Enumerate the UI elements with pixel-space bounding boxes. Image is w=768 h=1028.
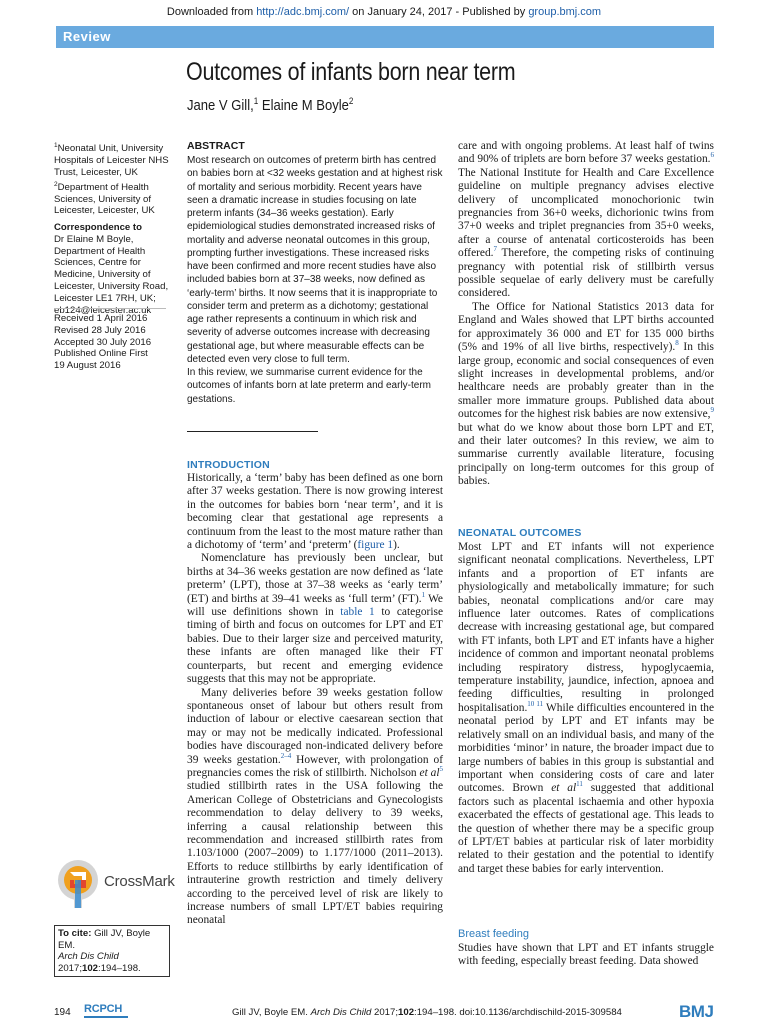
- page-footer: [0, 1002, 768, 1024]
- body-paragraph: [187, 552, 443, 686]
- abstract-body: [187, 154, 443, 406]
- rcpch-logo-text: RCPCH: [84, 1003, 123, 1015]
- date-received: Received 1 April 2016: [54, 313, 148, 324]
- reference-marker[interactable]: 8: [675, 339, 679, 348]
- author-list: [187, 96, 353, 114]
- cite-volume: 102: [82, 962, 99, 974]
- figure-1-link[interactable]: figure 1: [357, 539, 394, 552]
- right-column-continuation: [458, 140, 714, 489]
- affiliation-text: Department of Health Sciences, University of Leicester, Leicester, UK: [54, 181, 155, 217]
- et-al: et al: [551, 782, 577, 795]
- footer-citation: [232, 1007, 622, 1018]
- page-number: 194: [54, 1007, 71, 1018]
- affiliation-item: [54, 179, 170, 218]
- cite-journal: Arch Dis Child: [58, 951, 119, 962]
- download-middle: on January 24, 2017 - Published by: [349, 6, 529, 18]
- text-run: 2017;: [371, 1007, 399, 1018]
- sidebar-divider: [54, 308, 166, 309]
- body-paragraph: [458, 541, 714, 876]
- abstract-heading: ABSTRACT: [187, 140, 245, 152]
- reference-marker[interactable]: 10 11: [527, 700, 544, 709]
- article-title: Outcomes of infants born near term: [186, 58, 516, 86]
- neonatal-outcomes-heading: NEONATAL OUTCOMES: [458, 527, 582, 539]
- text-run: :194–198. doi:10.1136/archdischild-2015-309584: [414, 1007, 622, 1018]
- article-dates: [54, 313, 170, 372]
- breast-feeding-body: [458, 942, 714, 969]
- text-run: The Office for National Statistics 2013 data for England and Wales showed that LPT births accounted for approximately 36 000 and ET for 135 000 births (5% and 19% of all live births, respectively).: [458, 300, 714, 354]
- reference-marker[interactable]: 1: [421, 590, 426, 599]
- bmj-logo: BMJ: [679, 1002, 714, 1021]
- affiliation-number: 2: [54, 180, 58, 188]
- reference-marker[interactable]: 2–4: [280, 751, 292, 760]
- et-al: et al: [419, 766, 440, 779]
- correspondence-text: Dr Elaine M Boyle, Department of Health Sciences, Centre for Medicine, University of Leicester, University Road, Leicester LE1 7RH, UK; eb124@leicester.ac.uk: [54, 233, 169, 316]
- download-prefix: Downloaded from: [166, 6, 257, 18]
- cite-pages: :194–198.: [98, 962, 141, 974]
- citation-box: [54, 925, 170, 977]
- text-run: but what do we know about those born LPT and ET, and their later outcomes? In this review, we aim to summarise currently available literature, focusing principally on long-term outcomes for this group of babies.: [458, 421, 714, 488]
- text-run: However, with prolongation of pregnancies comes the risk of stillbirth. Nicholson: [187, 753, 443, 779]
- reference-marker[interactable]: 5: [439, 765, 443, 774]
- crossmark-icon: [56, 858, 100, 910]
- rcpch-logo: [84, 1003, 128, 1028]
- abstract-paragraph: Most research on outcomes of preterm birth has centred on babies born at <32 weeks gestation and at highest risk of mortality and serious morbidity. Recent years have seen a dramatic increase in studies focusing on late preterm infants (34–36 weeks gestation). Early epidemiological studies demonstrated increased risks of mortality and adverse neonatal outcomes in this group, prompting further investigations. These increased risks have been confirmed and more recent studies have also included babies born at 37–38 weeks, now defined as ‘early-term’ births. It now seems that it is inappropriate to consider term and preterm as a dichotomy; gestational age rather represents a continuum in which risk and severity of adverse outcomes increase with decreasing gestational age, but where measurable effects can be detected even very close to full term.: [187, 155, 443, 365]
- footer-volume: 102: [398, 1007, 415, 1018]
- text-run: Many deliveries before 39 weeks gestation follow spontaneous onset of labour but others result from induction of labour or elective caesarean section that may or may not be medically indicated. Professional bodies have discouraged non-indicated delivery before 39 weeks gestation.: [187, 686, 443, 766]
- reference-marker[interactable]: 11: [576, 780, 583, 789]
- reference-marker[interactable]: 9: [710, 406, 714, 415]
- cite-authors: Gill JV, Boyle EM.: [58, 928, 151, 951]
- cite-label: To cite:: [58, 928, 92, 939]
- text-run: Therefore, the competing risks of continuing pregnancy with potential risk of stillbirth versus possible sequelae of early delivery must be carefully considered.: [458, 247, 714, 300]
- text-run: studied stillbirth rates in the USA following the American College of Obstetricians and Gynecologists recommendation to delay delivery to 39 weeks, inferring a causal relationship between this recommendation and increased stillbirth rates from 1.103/1000 (2007–2009) to 1.177/1000 (2011–2013). Efforts to reduce stillbirths by early identification of intrauterine growth restriction and timely delivery according to the perceived level of risk are likely to increase numbers of small LPT/ET babies requiring neonatal: [187, 780, 443, 927]
- author-name: Jane V Gill,: [187, 97, 254, 114]
- body-paragraph: [187, 472, 443, 552]
- body-paragraph: [458, 140, 714, 301]
- neonatal-outcomes-body: [458, 541, 714, 876]
- text-run: The National Institute for Health and Care Excellence guideline on multiple pregnancy advises elective delivery of uncomplicated monochorionic twin pregnancies from 36+0 weeks, dichorionic twins from 37+0 weeks and triplet pregnancies from 35+0 weeks, after a course of antenatal corticosteroids has been offered.: [458, 166, 714, 260]
- text-run: care and with ongoing problems. At least half of twins and 90% of triplets are born before 37 weeks gestation.: [458, 140, 714, 166]
- text-run: Historically, a ‘term’ baby has been defined as one born after 37 weeks gestation. There is now growing interest in the outcomes for babies born ‘near term’, and it is becoming clear that gestational age represents a continuum from the least to the most mature rather than a dichotomy of ‘term’ and ‘preterm’ (: [187, 472, 443, 552]
- text-run: Most LPT and ET infants will not experience significant neonatal complications. Nevertheless, LPT infants and a proportion of ET infants are physiologically and metabolically immature; for such babies, neonatal complications and/or care may influence later outcomes. Rates of complications decrease with increasing gestational age, but compared with FT infants, both LPT and ET infants have a higher incidence of common and important neonatal problems including respiratory distress, hypoglycaemia, temperature instability, jaundice, infection, apnoea and feeding difficulties, resulting in prolonged hospitalisation.: [458, 541, 714, 714]
- crossmark-badge[interactable]: [56, 858, 180, 910]
- section-band: [56, 26, 714, 48]
- footer-journal: Arch Dis Child: [310, 1007, 372, 1018]
- affiliation-text: Neonatal Unit, University Hospitals of Leicester NHS Trust, Leicester, UK: [54, 143, 169, 178]
- date-accepted: Accepted 30 July 2016: [54, 336, 152, 348]
- source-link[interactable]: http://adc.bmj.com/: [256, 6, 350, 18]
- download-notice: [0, 6, 768, 18]
- affiliation-marker: 2: [348, 96, 354, 106]
- abstract-paragraph: In this review, we summarise current evidence for the outcomes of infants born at late preterm and early-term gestations.: [187, 367, 432, 405]
- crossmark-label: CrossMark: [104, 873, 175, 890]
- affiliation-item: [54, 140, 170, 179]
- date-published: 19 August 2016: [54, 360, 121, 372]
- affiliation-number: 1: [54, 142, 58, 149]
- date-published-label: Published Online First: [54, 348, 148, 360]
- cite-year: 2017;: [58, 962, 83, 974]
- text-run: While difficulties encountered in the neonatal period by LPT and ET infants may be relatively small on an individual basis, and many of the morbidities ‘minor’ in nature, the broader impact due to large numbers of babies in this group is substantial and important when considering costs of care and later outcomes. Brown: [458, 701, 715, 795]
- affiliation-marker: 1: [253, 96, 259, 106]
- table-1-link[interactable]: table 1: [340, 606, 375, 619]
- text-run: We will use definitions shown in: [187, 592, 443, 619]
- section-label: Review: [63, 29, 111, 44]
- text-run: Nomenclature has previously been unclear, but births at 34–36 weeks gestation are now defined as ‘late preterm’ (LPT), those at 37–38 weeks as ‘early term’ (ET) and births at 39–41 weeks as ‘full term’ (FT).: [187, 552, 443, 605]
- text-run: suggested that additional factors such as placental ischaemia and other hypoxia exacerbated the effects of gestational age. This leads to the question of whether there may be a specific group of LPT/ET babies at particular risk of later morbidity related to their gestation and the potential to identify and target these babies for early intervention.: [458, 782, 714, 875]
- introduction-heading: INTRODUCTION: [187, 459, 270, 471]
- breast-feeding-heading: Breast feeding: [458, 928, 529, 940]
- reference-marker[interactable]: 7: [493, 245, 498, 254]
- body-paragraph: [458, 301, 714, 489]
- text-run: to categorise timing of birth and focus on outcomes for LPT and ET babies. Due to their larger size and perceived maturity, these infants are often managed like their FT counterparts, but recent and emerging evidence suggests that this may not be appropriate.: [187, 606, 444, 686]
- body-paragraph: [187, 687, 443, 928]
- body-paragraph: Studies have shown that LPT and ET infants struggle with feeding, especially breast feeding. Data showed: [458, 942, 714, 968]
- text-run: In this large group, economic and social consequences of even slight increases in developmental problems, and/or healthcare needs are probably greater than in the smaller more immature groups. Published data about outcomes for the highest risk babies are now extensive,: [458, 341, 714, 421]
- abstract-divider: [187, 431, 318, 432]
- date-revised: Revised 28 July 2016: [54, 324, 146, 336]
- author-name: Elaine M Boyle: [258, 97, 349, 114]
- correspondence: [54, 222, 170, 316]
- text-run: Gill JV, Boyle EM.: [232, 1007, 311, 1018]
- affiliations: [54, 140, 170, 217]
- introduction-body: [187, 472, 443, 928]
- correspondence-heading: Correspondence to: [54, 222, 142, 233]
- reference-marker[interactable]: 6: [710, 151, 714, 160]
- publisher-link[interactable]: group.bmj.com: [528, 6, 602, 18]
- text-run: ).: [393, 539, 400, 552]
